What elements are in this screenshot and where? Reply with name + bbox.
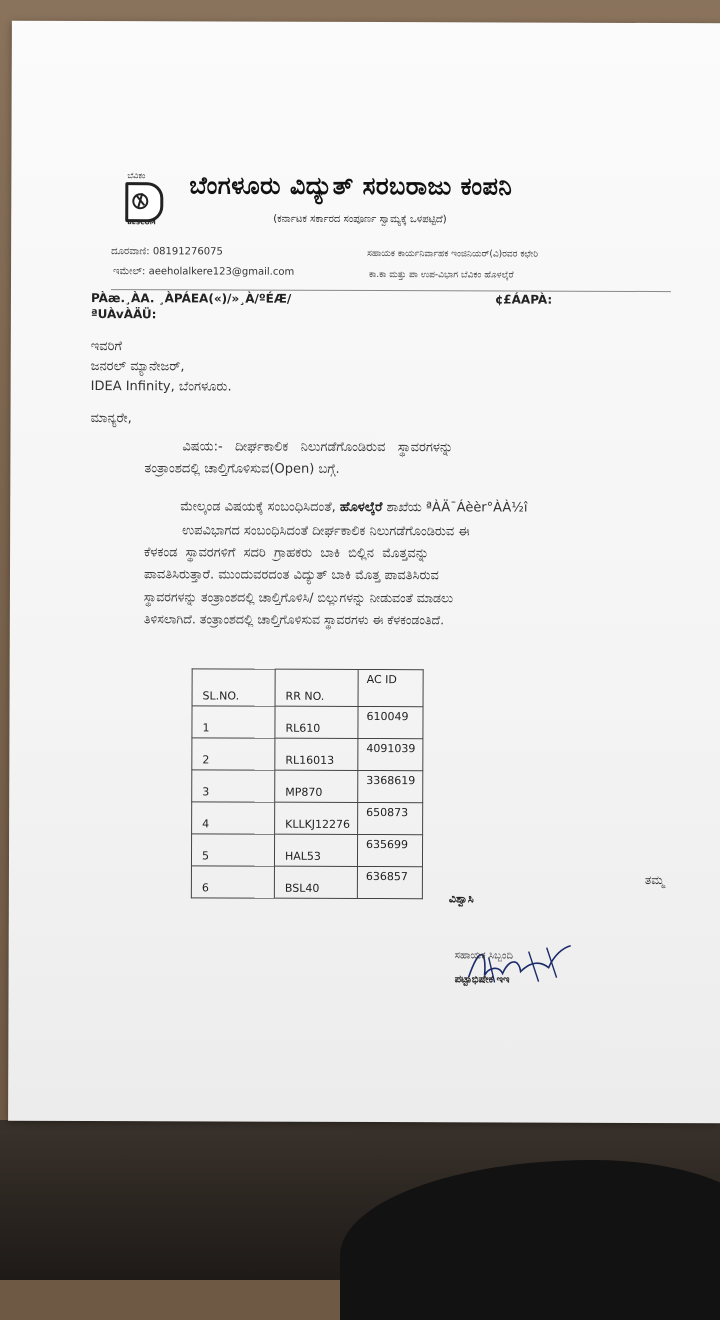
sl-cell: 5 (191, 834, 274, 866)
table-row (192, 706, 423, 739)
office-line-2: ಕಾ.ಕಾ ಮತ್ತು ಪಾ ಉಪ-ವಿಭಾಗ ಬೆವಿಕಂ ಹೊಳಲ್ಕೆರೆ (369, 270, 514, 281)
organisation-subtitle: (ಕರ್ನಾಟಕ ಸರ್ಕಾರದ ಸಂಪೂರ್ಣ ಸ್ವಾಮ್ಯಕ್ಕೆ ಒಳಪಟ್ಟಿದೆ) (273, 213, 447, 226)
paragraph-line-4: ಸ್ಥಾವರಗಳನ್ನು ತಂತ್ರಾಂಶದಲ್ಲಿ ಚಾಲ್ತಿಗೊಳಿಸಿ/ ಬಿಲ್ಲುಗಳನ್ನು ನೀಡುವಂತೆ ಮಾಡಲು (143, 589, 454, 606)
closing-vishwasi: ವಿಶ್ವಾಸಿ (448, 892, 474, 906)
recipient-line-2: ಜನರಲ್ ಮ್ಯಾನೇಜರ್, (90, 359, 185, 375)
header-rr-no: RR NO. (275, 669, 358, 706)
office-line-1: ಸಹಾಯಕ ಕಾರ್ಯನಿರ್ವಾಹಕ ಇಂಜಿನಿಯರ್(ವಿ)ರವರ ಕಛೇರಿ (367, 249, 539, 260)
rr-cell: RL16013 (275, 738, 358, 770)
paragraph-line-2: ಕೆಳಕಂಡ ಸ್ಥಾವರಗಳಿಗೆ ಸದರಿ ಗ್ರಾಹಕರು ಬಾಕಿ ಬಿಲ್ಲಿನ ಮೊತ್ತವನ್ನು (144, 545, 429, 562)
header-sl-no: SL.NO. (192, 669, 275, 706)
handwritten-signature (458, 937, 588, 1007)
letter-page (8, 21, 720, 1123)
ac-cell: 610049 (358, 706, 423, 738)
accounts-table (191, 668, 424, 899)
recipient-line-3: IDEA Infinity, ಬೆಂಗಳೂರು. (90, 379, 232, 395)
reference-line (180, 499, 527, 515)
rr-cell: KLLKJ12276 (275, 802, 358, 834)
reference-number: PÀæ.¸ÀA. ¸ÀPÁEA(«)/»¸À/ºÉÆ/ (90, 291, 292, 306)
sl-cell: 1 (192, 706, 275, 738)
subject-line-2: ತಂತ್ರಾಂಶದಲ್ಲಿ ಚಾಲ್ತಿಗೊಳಿಸುವ(Open) ಬಗ್ಗೆ. (144, 461, 340, 477)
table-row (192, 738, 423, 771)
sl-cell: 6 (191, 866, 274, 898)
signatory-title-2: ಪಟ್ಟಾಭಿಷೇಕ ಇಇ (454, 974, 510, 986)
ac-cell: 635699 (357, 834, 422, 866)
logo-bottom-text: BESCOM (127, 219, 156, 227)
paragraph-line-5: ತಿಳಿಸಲಾಗಿದೆ. ತಂತ್ರಾಂಶದಲ್ಲಿ ಚಾಲ್ತಿಗೊಳಿಸುವ ಸ್ಥಾವರಗಳು ಈ ಕೆಳಕಂಡಂತಿದೆ. (143, 611, 445, 628)
table-row (192, 770, 423, 803)
rr-cell: BSL40 (274, 866, 357, 898)
salutation: ಮಾನ್ಯರೇ, (90, 411, 132, 427)
rr-cell: RL610 (275, 706, 358, 738)
ac-cell: 4091039 (358, 738, 423, 770)
table-row (192, 802, 423, 835)
organisation-name: ಬೆಂಗಳೂರು ವಿದ್ಯುತ್ ಸರಬರಾಜು ಕಂಪನಿ (189, 171, 513, 201)
ac-cell: 636857 (357, 866, 422, 898)
table-row (191, 866, 422, 899)
logo-top-text: ಬೆವಿಕಂ (127, 171, 146, 181)
reference-line-a: ಮೇಲ್ಕಂಡ ವಿಷಯಕ್ಕೆ ಸಂಬಂಧಿಸಿದಂತೆ, (180, 499, 336, 515)
bescom-logo (123, 171, 169, 229)
ac-cell: 3368619 (358, 770, 423, 802)
sl-cell: 3 (192, 770, 275, 802)
reference-line-b: ಹೊಳಲ್ಕೆರೆ (339, 499, 383, 516)
closing-yours: ತಮ್ಮ (644, 872, 665, 888)
logo-b-icon (125, 182, 163, 222)
table-row (191, 834, 422, 867)
rr-cell: HAL53 (274, 834, 357, 866)
paragraph-line-1: ಉಪವಿಭಾಗದ ಸಂಬಂಧಿಸಿದಂತೆ ದೀರ್ಘಕಾಲಿಕ ನಿಲುಗಡೆಗೊಂಡಿರುವ ಈ (182, 523, 470, 540)
table-header-row (192, 669, 423, 707)
ac-cell: 650873 (358, 802, 423, 834)
subject-line-1: ವಿಷಯ:- ದೀರ್ಘಕಾಲಿಕ ನಿಲುಗಡೆಗೊಂಡಿರುವ ಸ್ಥಾವರಗಳನ್ನು (182, 439, 454, 456)
phone-number: ದೂರವಾಣಿ: 08191276075 (111, 246, 223, 258)
reference-subject: ªUÀvÀÄÜ: (90, 307, 157, 322)
recipient-line-1: ಇವರಿಗೆ (90, 339, 123, 355)
reference-line-c: ಶಾಖೆಯ ªÀÄ¯Áèèr°ÀÀ½î (386, 500, 528, 516)
sl-cell: 4 (192, 802, 275, 834)
email-address: ಇಮೇಲ್: aeeholalkere123@gmail.com (113, 266, 295, 278)
sl-cell: 2 (192, 738, 275, 770)
signatory-title-1: ಸಹಾಯಕ ಸಿಬ್ಬಂದಿ (454, 950, 513, 962)
header-ac-id: AC ID (358, 669, 423, 706)
date-label: ¢£ÁAPÀ: (494, 292, 553, 307)
rr-cell: MP870 (275, 770, 358, 802)
paragraph-line-3: ಪಾವತಿಸಿರುತ್ತಾರೆ. ಮುಂದುವರದಂತ ವಿದ್ಯುತ್ ಬಾಕಿ ಮೊತ್ತ ಪಾವತಿಸಿರುವ (143, 567, 439, 584)
